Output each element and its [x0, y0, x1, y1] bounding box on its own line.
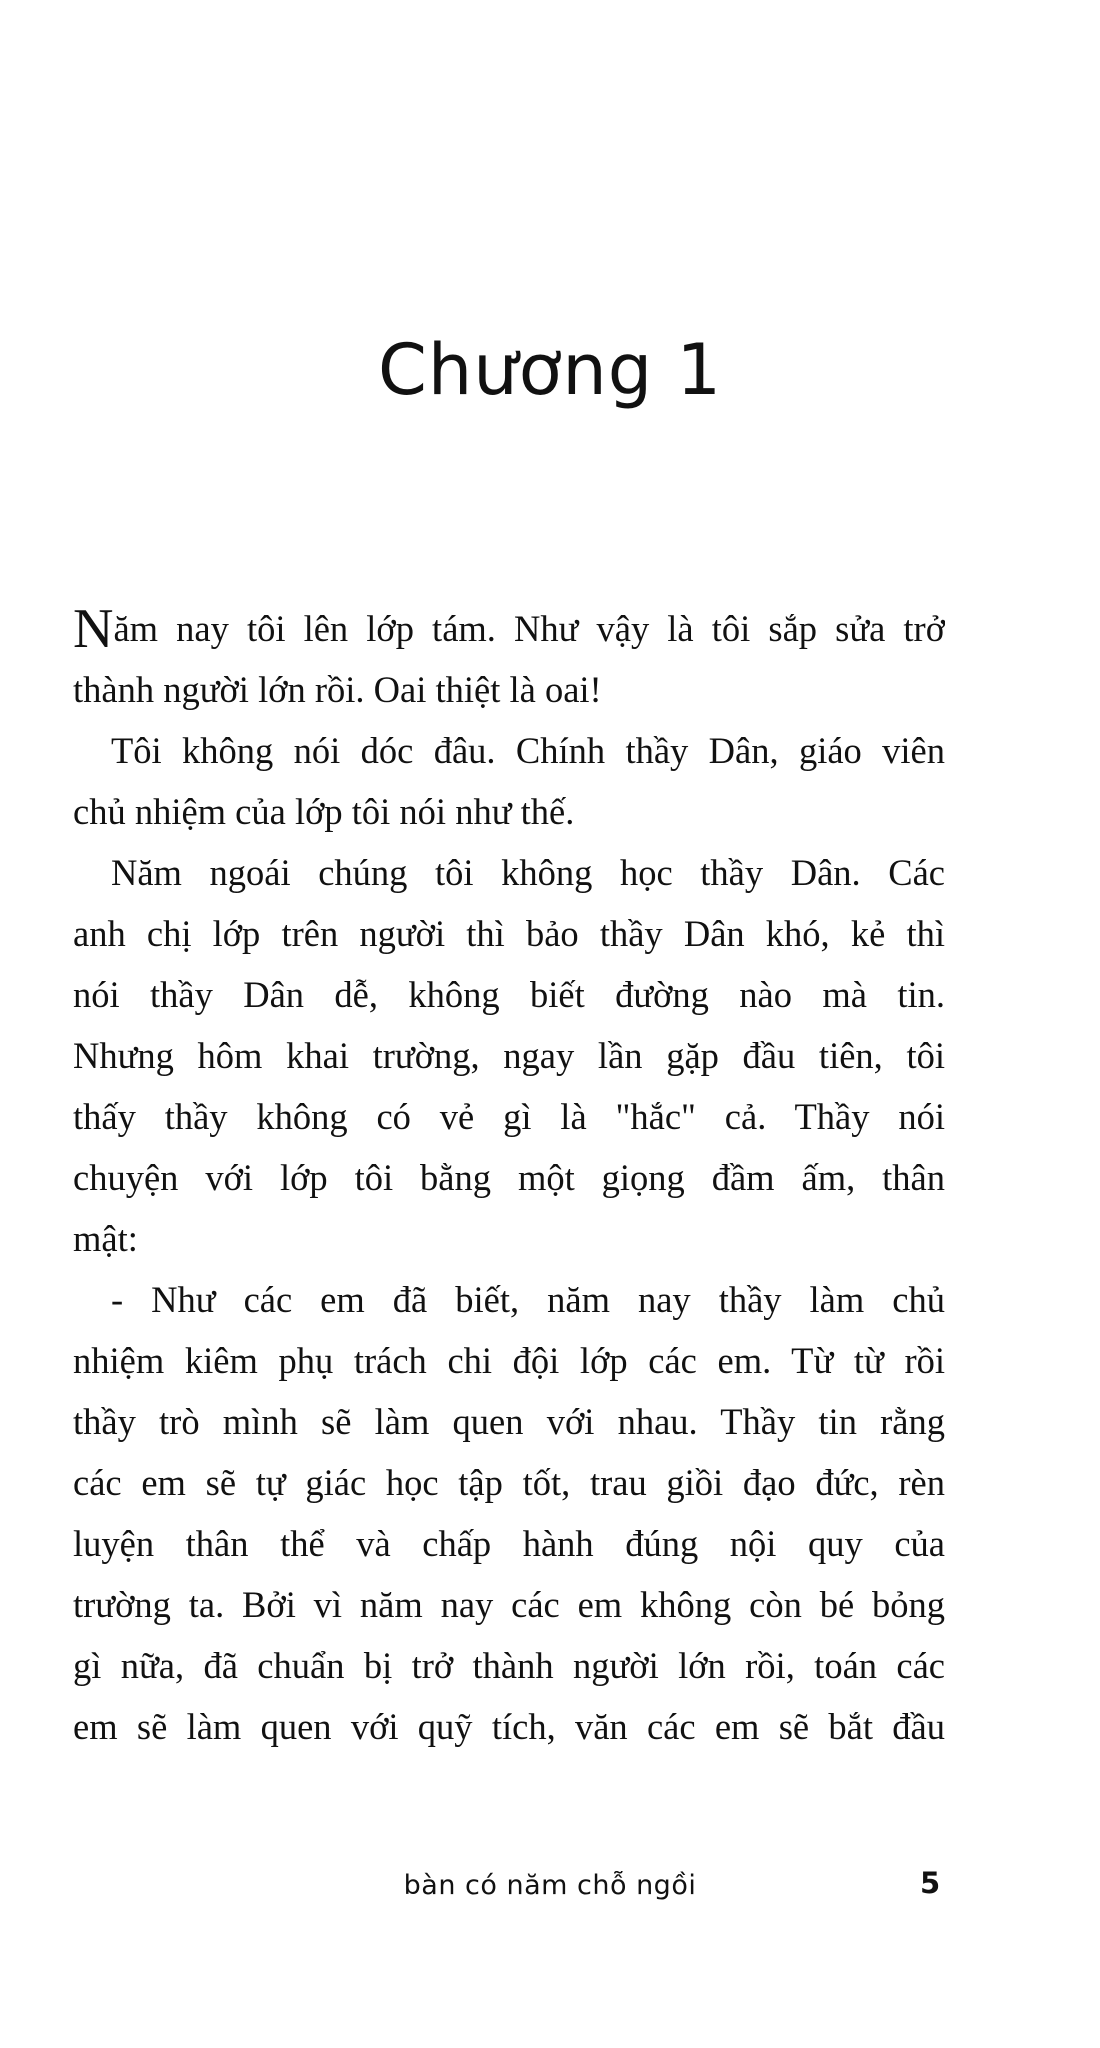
page-number: 5: [920, 1866, 941, 1900]
text-line-10: chuyện với lớp tôi bằng một giọng đầm ấm, thân: [73, 1157, 945, 1198]
text-line-17: trường ta. Bởi vì năm nay các em không còn bé bỏng: [73, 1584, 945, 1625]
text-line-14: thầy trò mình sẽ làm quen với nhau. Thầy tin rằng: [73, 1401, 945, 1442]
text-line-18: gì nữa, đã chuẩn bị trở thành người lớn rồi, toán các: [73, 1645, 945, 1686]
text-line-8: Nhưng hôm khai trường, ngay lần gặp đầu tiên, tôi: [73, 1035, 945, 1076]
body-text: [73, 598, 945, 1757]
text-line-1: [73, 598, 945, 659]
text-line-9: thấy thầy không có vẻ gì là "hắc" cả. Thầy nói: [73, 1096, 945, 1137]
text-line-7: nói thầy Dân dễ, không biết đường nào mà tin.: [73, 974, 945, 1015]
text-line-1-content: ăm nay tôi lên lớp tám. Như vậy là tôi sắp sửa trở: [113, 608, 945, 649]
text-line-16: luyện thân thể và chấp hành đúng nội quy của: [73, 1523, 945, 1564]
text-line-11: mật:: [73, 1218, 138, 1259]
text-line-13: nhiệm kiêm phụ trách chi đội lớp các em. Từ từ rồi: [73, 1340, 945, 1381]
text-line-2: thành người lớn rồi. Oai thiệt là oai!: [73, 669, 602, 710]
text-line-4: chủ nhiệm của lớp tôi nói như thế.: [73, 791, 575, 832]
text-line-19: em sẽ làm quen với quỹ tích, văn các em sẽ bắt đầu: [73, 1706, 945, 1747]
chapter-title: Chương 1: [377, 329, 723, 411]
running-footer-book-title: bàn có năm chỗ ngồi: [403, 1870, 697, 1901]
drop-cap: N: [73, 598, 114, 659]
text-line-3: Tôi không nói dóc đâu. Chính thầy Dân, giáo viên: [111, 730, 945, 771]
text-line-6: anh chị lớp trên người thì bảo thầy Dân khó, kẻ thì: [73, 913, 945, 954]
text-line-15: các em sẽ tự giác học tập tốt, trau giồi đạo đức, rèn: [73, 1462, 945, 1503]
text-line-5: Năm ngoái chúng tôi không học thầy Dân. Các: [111, 852, 945, 893]
text-line-12: - Như các em đã biết, năm nay thầy làm chủ: [111, 1279, 945, 1320]
